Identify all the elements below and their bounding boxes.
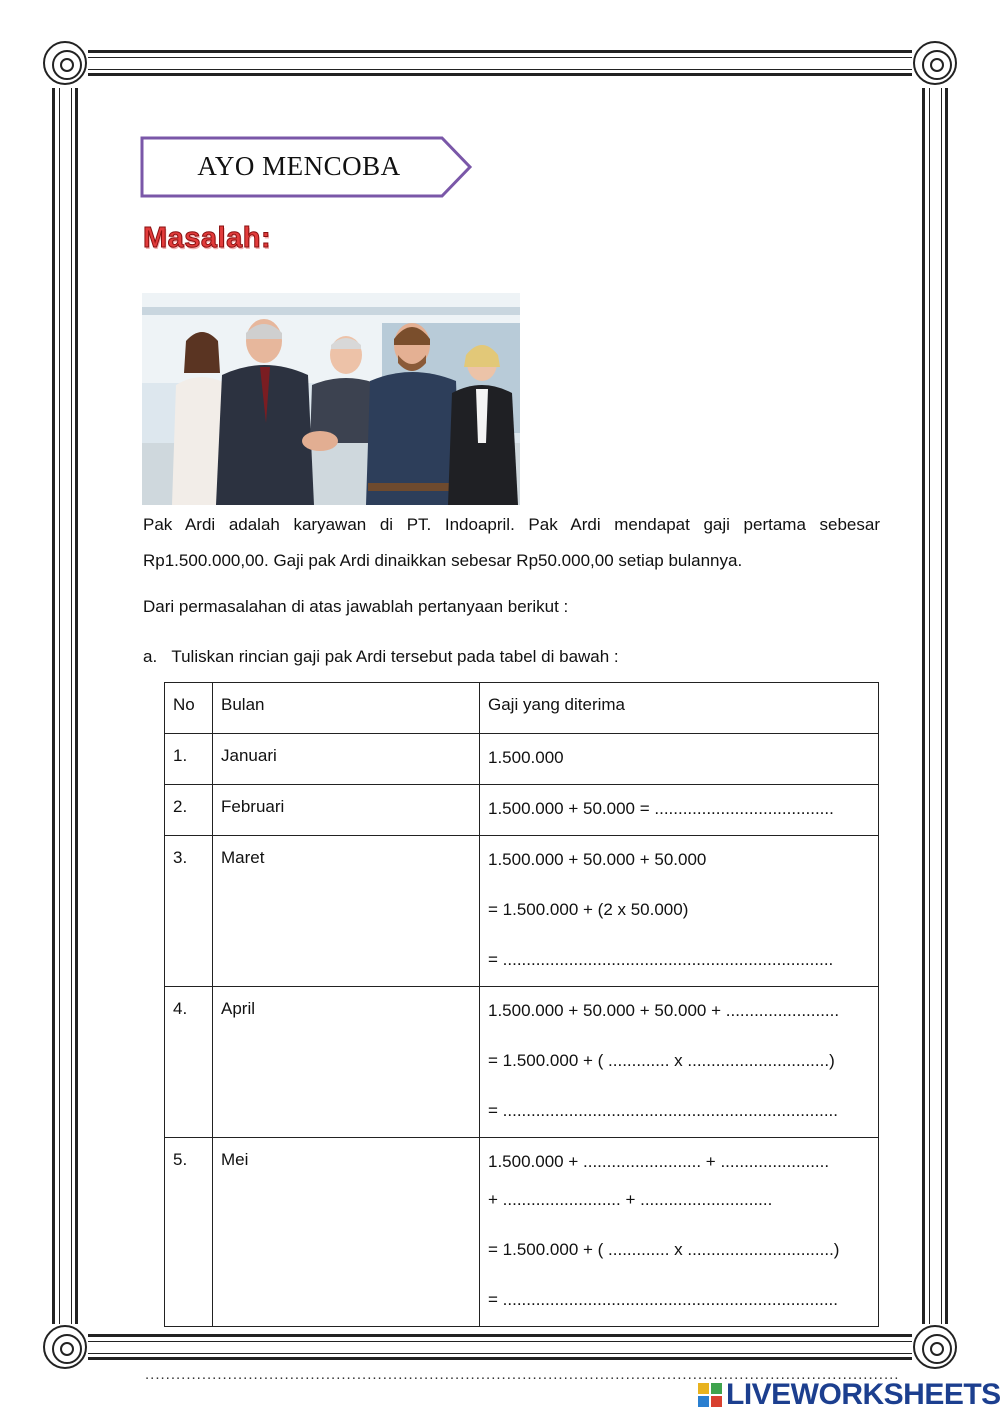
answer-dotted-line[interactable]: .................................................................................................................................................. (145, 1366, 900, 1383)
handshake-office-photo (142, 293, 520, 505)
gaji-line: 1.500.000 + 50.000 + 50.000 (488, 850, 707, 869)
gaji-answer-line[interactable]: = ...................................................................... (488, 950, 834, 969)
liveworksheets-logo-icon (698, 1383, 722, 1407)
gaji-answer-line[interactable]: = ....................................................................... (488, 1290, 838, 1309)
row-no: 1. (165, 734, 213, 785)
table-row (165, 734, 879, 785)
problem-paragraph: Pak Ardi adalah karyawan di PT. Indoapril. Pak Ardi mendapat gaji pertama sebesar Rp1.500.000,00. Gaji pak Ardi dinaikkan sebesar Rp50.000,00 setiap bulannya. (143, 515, 880, 570)
row-bulan: Mei (213, 1138, 480, 1327)
gaji-answer-line[interactable]: 1.500.000 + 50.000 + 50.000 + ........................ (488, 1001, 840, 1020)
row-gaji[interactable] (480, 1138, 879, 1327)
gaji-line: 1.500.000 (488, 748, 564, 767)
row-no: 4. (165, 987, 213, 1138)
row-bulan: April (213, 987, 480, 1138)
row-bulan: Maret (213, 836, 480, 987)
section-heading: Masalah: (143, 222, 272, 254)
salary-table (164, 682, 879, 1327)
frame-corner-top-right (913, 41, 957, 85)
row-gaji[interactable] (480, 734, 879, 785)
table-row (165, 987, 879, 1138)
gaji-answer-line[interactable]: = 1.500.000 + ( ............. x ...............................) (488, 1240, 840, 1259)
table-row (165, 785, 879, 836)
gaji-line: = 1.500.000 + (2 x 50.000) (488, 900, 689, 919)
header-bulan: Bulan (213, 683, 480, 734)
gaji-answer-line[interactable]: 1.500.000 + ......................... + ....................... (488, 1152, 830, 1171)
frame-corner-top-left (43, 41, 87, 85)
row-no: 5. (165, 1138, 213, 1327)
header-gaji: Gaji yang diterima (480, 683, 879, 734)
row-gaji[interactable] (480, 785, 879, 836)
frame-corner-bottom-right (913, 1325, 957, 1369)
header-no: No (165, 683, 213, 734)
row-gaji[interactable] (480, 836, 879, 987)
question-prompt: Dari permasalahan di atas jawablah pertanyaan berikut : (143, 597, 569, 616)
frame-corner-bottom-left (43, 1325, 87, 1369)
table-row (165, 836, 879, 987)
table-header-row (165, 683, 879, 734)
table-row (165, 1138, 879, 1327)
gaji-answer-line[interactable]: 1.500.000 + 50.000 = ...................................... (488, 799, 834, 818)
row-gaji[interactable] (480, 987, 879, 1138)
row-bulan: Februari (213, 785, 480, 836)
banner-title: AYO MENCOBA (197, 151, 401, 181)
liveworksheets-logo-text: LIVEWORKSHEETS (726, 1378, 1001, 1411)
row-no: 3. (165, 836, 213, 987)
question-a: a. Tuliskan rincian gaji pak Ardi tersebut pada tabel di bawah : (143, 647, 619, 666)
row-no: 2. (165, 785, 213, 836)
row-bulan: Januari (213, 734, 480, 785)
gaji-answer-line[interactable]: = ....................................................................... (488, 1101, 838, 1120)
gaji-answer-line[interactable]: = 1.500.000 + ( ............. x ..............................) (488, 1051, 835, 1070)
gaji-answer-line[interactable]: + ......................... + ............................ (488, 1190, 773, 1209)
